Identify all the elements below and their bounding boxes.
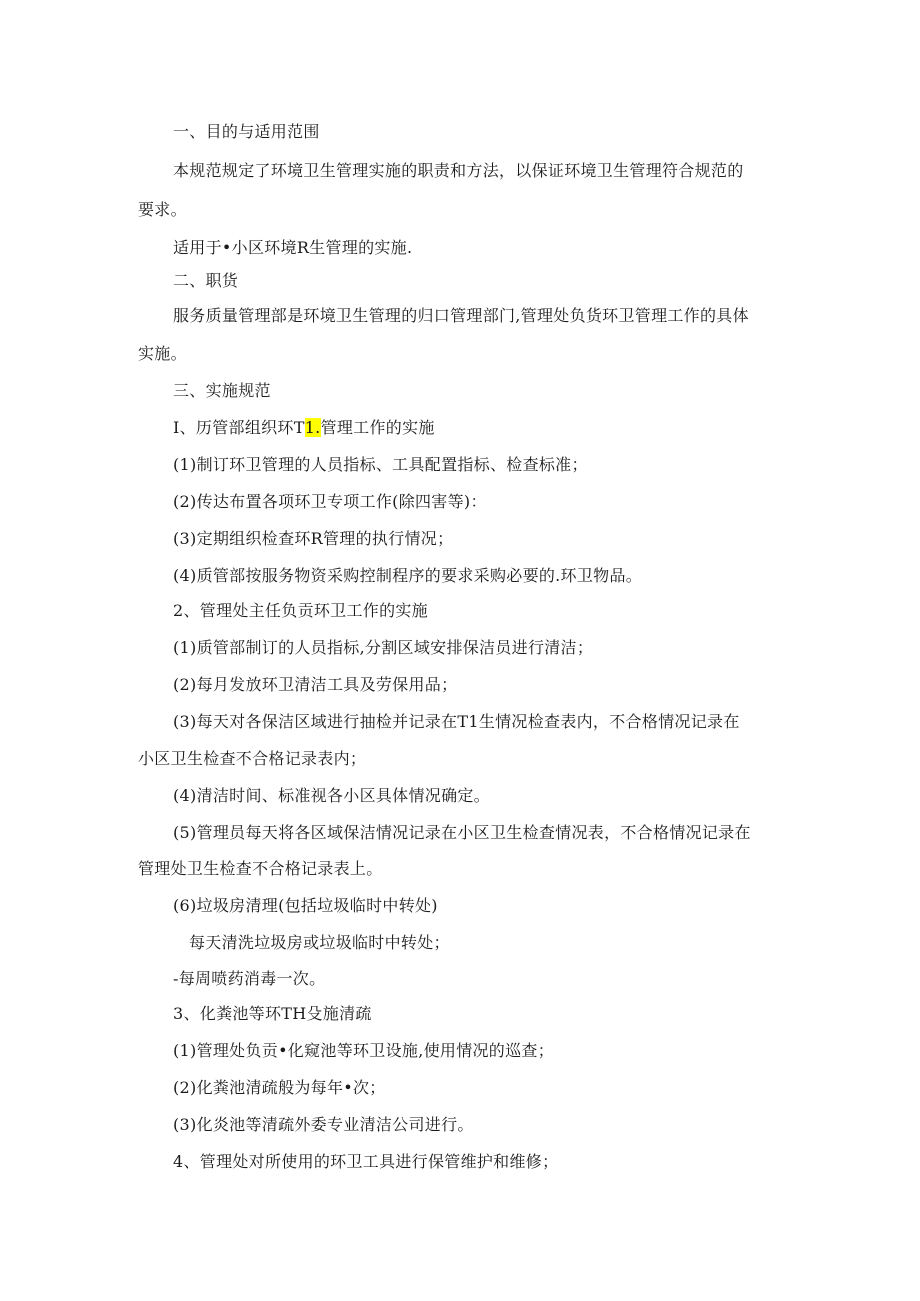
list-item: (4)清洁时间、标准视各小区具体情况确定。 (173, 786, 490, 805)
subsection-heading-3: 3、化粪池等环TH殳施清疏 (173, 1004, 372, 1023)
sub-list-item: 每天清洗垃圾房或垃圾临时中转处； (189, 933, 450, 952)
list-item: (2)每月发放环卫清洁工具及劳保用品； (173, 675, 458, 694)
list-item: (1)质管部制订的人员指标,分割区域安排保洁员进行清洁； (173, 638, 594, 657)
list-item: (5)管理员每天将各区域保洁情况记录在小区卫生检查情况表，不合格情况记录在 (173, 823, 751, 842)
subsection-heading-4: 4、管理处对所使用的环卫工具进行保管维护和维修； (173, 1152, 559, 1171)
list-item: (1)制订环卫管理的人员指标、工具配置指标、检查标准； (173, 455, 588, 474)
paragraph-line: 适用于•小区环境R生管理的实施. (173, 238, 413, 257)
paragraph-line: 服务质量管理部是环境卫生管理的归口管理部门,管理处负货环卫管理工作的具体 (173, 306, 749, 325)
subsection-heading-after: 管理工作的实施 (320, 418, 435, 437)
list-item: (1)管理处负贡•化窥池等环卫设施,使用情况的巡查； (173, 1041, 554, 1060)
paragraph-line: 实施。 (138, 344, 187, 363)
paragraph-line: 要求。 (138, 200, 187, 219)
subsection-heading-2: 2、管理处主任负贡环卫工作的实施 (173, 601, 428, 620)
section-heading-3: 三、实施规范 (173, 381, 271, 400)
list-item-continuation: 管理处卫生检查不合格记录表上。 (138, 859, 383, 878)
list-item: (3)化炎池等清疏外委专业清洁公司进行。 (173, 1115, 474, 1134)
section-heading-2: 二、职货 (173, 271, 239, 290)
list-item: (3)每天对各保洁区域进行抽检并记录在T1生情况检查表内，不合格情况记录在 (173, 712, 740, 731)
section-heading-1: 一、目的与适用范围 (173, 122, 320, 141)
highlighted-text: 1. (304, 418, 321, 437)
subsection-heading-before: I、历管部组织环T (173, 418, 305, 437)
list-item: (2)化粪池清疏般为每年•次； (173, 1078, 386, 1097)
list-item-continuation: 小区卫生检查不合格记录表内； (138, 749, 367, 768)
subsection-heading-1 (173, 417, 435, 439)
list-item: (3)定期组织检查环R管理的执行情况； (173, 529, 454, 548)
list-item: (6)垃圾房清理(包括垃圾临时中转处) (173, 896, 438, 915)
paragraph-line: 本规范规定了环境卫生管理实施的职责和方法，以保证环境卫生管理符合规范的 (173, 161, 744, 180)
list-item: (4)质管部按服务物资采购控制程序的要求采购必要的.环卫物品。 (173, 566, 643, 585)
list-item: (2)传达布置各项环卫专项工作(除四害等)： (173, 492, 487, 511)
sub-list-item: -每周喷药消毒一次。 (173, 969, 326, 988)
